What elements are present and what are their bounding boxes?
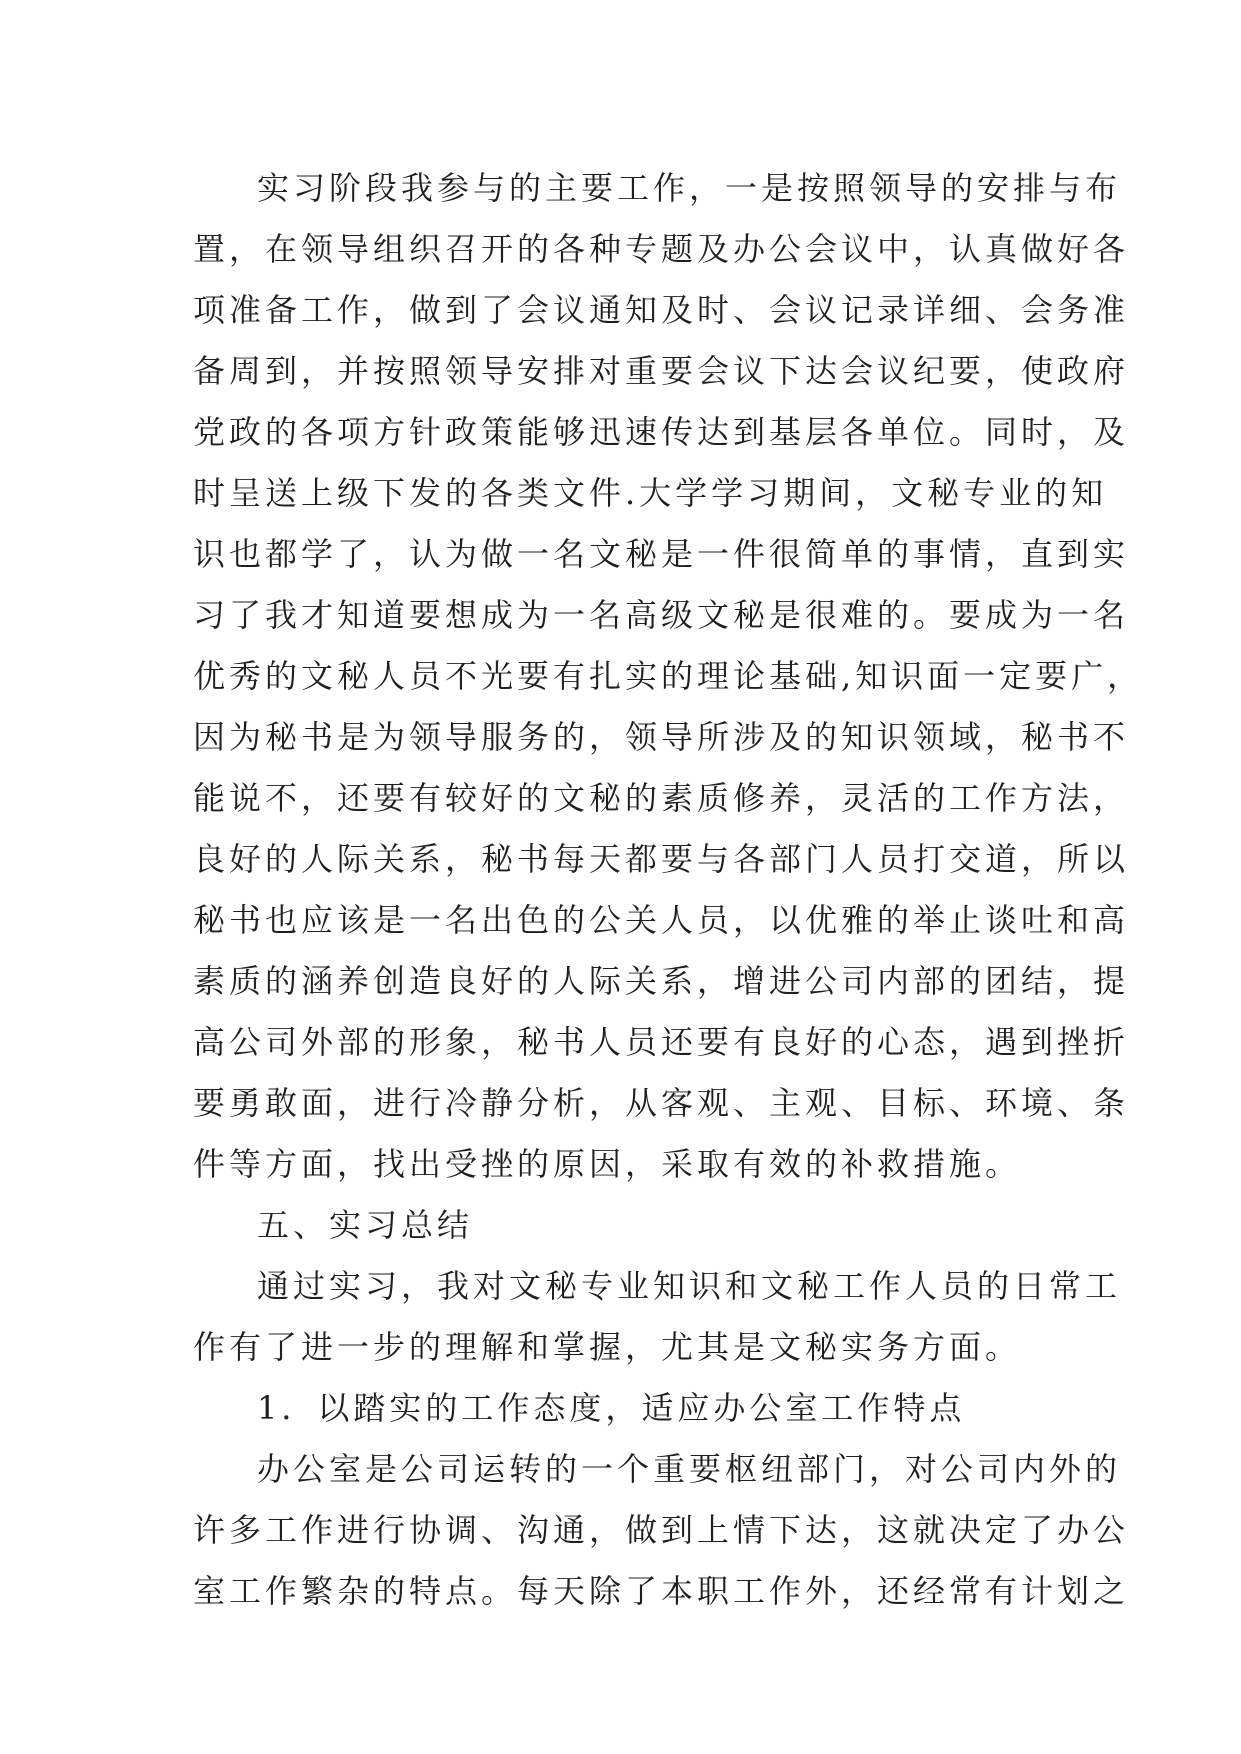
paragraph-line: 置，在领导组织召开的各种专题及办公会议中，认真做好各 xyxy=(193,230,1130,268)
paragraph-line: 秘书也应该是一名出色的公关人员，以优雅的举止谈吐和高 xyxy=(193,901,1130,939)
paragraph-line: 项准备工作，做到了会议通知及时、会议记录详细、会务准 xyxy=(193,291,1130,329)
paragraph-line: 高公司外部的形象，秘书人员还要有良好的心态，遇到挫折 xyxy=(193,1023,1130,1061)
paragraph-line: 优秀的文秘人员不光要有扎实的理论基础,知识面一定要广， xyxy=(193,657,1144,695)
paragraph-line: 室工作繁杂的特点。每天除了本职工作外，还经常有计划之 xyxy=(193,1572,1130,1610)
paragraph-line: 时呈送上级下发的各类文件.大学学习期间，文秘专业的知 xyxy=(193,474,1108,512)
paragraph-line: 因为秘书是为领导服务的，领导所涉及的知识领域，秘书不 xyxy=(193,718,1130,756)
paragraph-line: 良好的人际关系，秘书每天都要与各部门人员打交道，所以 xyxy=(193,840,1130,878)
subsection-heading: 1．以踏实的工作态度，适应办公室工作特点 xyxy=(257,1389,966,1427)
paragraph-line: 许多工作进行协调、沟通，做到上情下达，这就决定了办公 xyxy=(193,1511,1130,1549)
paragraph-line: 素质的涵养创造良好的人际关系，增进公司内部的团结，提 xyxy=(193,962,1130,1000)
paragraph-line: 件等方面，找出受挫的原因，采取有效的补救措施。 xyxy=(193,1145,1022,1183)
paragraph-line: 备周到，并按照领导安排对重要会议下达会议纪要，使政府 xyxy=(193,352,1130,390)
section-heading: 五、实习总结 xyxy=(257,1206,474,1244)
document-body xyxy=(193,158,1144,1622)
paragraph-line: 作有了进一步的理解和掌握，尤其是文秘实务方面。 xyxy=(193,1328,1022,1366)
paragraph-line: 实习阶段我参与的主要工作，一是按照领导的安排与布 xyxy=(257,169,1122,207)
paragraph-line: 党政的各项方针政策能够迅速传达到基层各单位。同时，及 xyxy=(193,413,1130,451)
paragraph-line: 办公室是公司运转的一个重要枢纽部门，对公司内外的 xyxy=(257,1450,1122,1488)
paragraph-line: 要勇敢面，进行冷静分析，从客观、主观、目标、环境、条 xyxy=(193,1084,1130,1122)
paragraph-line: 识也都学了，认为做一名文秘是一件很简单的事情，直到实 xyxy=(193,535,1130,573)
paragraph-line: 能说不，还要有较好的文秘的素质修养，灵活的工作方法， xyxy=(193,779,1130,817)
paragraph-line: 习了我才知道要想成为一名高级文秘是很难的。要成为一名 xyxy=(193,596,1130,634)
paragraph-line: 通过实习，我对文秘专业知识和文秘工作人员的日常工 xyxy=(257,1267,1122,1305)
